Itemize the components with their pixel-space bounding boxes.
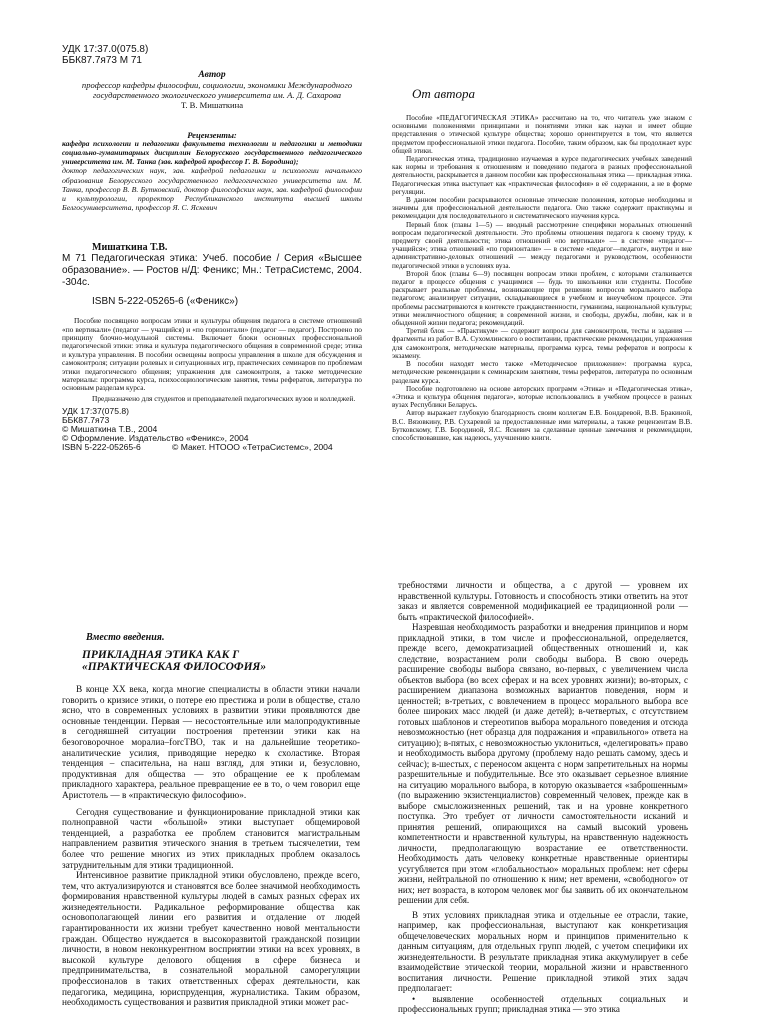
copyright-page [62,44,362,509]
udc-code-2: УДК 17:37(075.8) [62,406,130,417]
continuation-paragraph: • выявление особенностей отдельных социальных и профессиональных групп; прикладная этика — это этика [398,993,688,1014]
intro-title-line-2: «ПРАКТИЧЕСКАЯ ФИЛОСОФИЯ» [82,661,267,673]
preface-heading: От автора [412,86,476,101]
preface-paragraph: Педагогическая этика, традиционно изучаемая в курсе педагогических учебных заведений как нормы и требования к отношениям и поведению педагога в разных профессиональной деятельности, раскрывается в данном пособии как профессиональная этика — прикладная этика. Педагогическая этика выступает как «практическая философия» в её содержании, а не в форме регуляции. [392,155,692,196]
reviewers-text-2: доктор педагогических наук, зав. кафедрой педагогики и психологии начального образования Белорусского государственного педагогического университета им. М. Танка, профессор В. В. Бутковский, доктор философских наук, зав. кафедрой философии и культурологии, проректор Республиканского института высшей школы Белгосуниверситета, профессор Я. С. Яскевич [62,166,362,213]
preface-paragraph: Первый блок (главы 1—5) — вводный рассмотрение специфики моральных отношений вопросам педагогической деятельности. Это проблемы отношения педагога к своему труду, к предмету своей деятельности; этика отношений «по вертикали» — в системе «педагог—учащийся»; этика отношений «по горизонтали» — в системе «педагог—педагог», внутри и вне административно-деловых отношений — между педагогами и руководством, особенности педагогической этики в условиях вуза. [392,220,692,270]
preface-paragraph: Пособие подготовлено на основе авторских программ «Этика» и «Педагогическая этика», «Этика и культура общения педагога», которые использовались в учебном процессе в разных вузах Республики Беларусь. [392,384,692,410]
author-name: Т. В. Мишаткина [180,100,244,110]
preface-paragraph: Пособие «ПЕДАГОГИЧЕСКАЯ ЭТИКА» рассчитано на то, что читатель уже знаком с основными положениями принципами и понятиями этики как науки и имеет общие представления о этической культуре общества; хорошо ориентируется в том, что является предметом профессиональной этики педагога. Пособие, таким образом, как бы продолжает курс общей этики. [392,114,692,155]
imprint-block [62,407,362,452]
reviewers-text-1: кафедра психологии и педагогики факультета технологии и педагогики и методики социально-гуманитарных дисциплин Белорусского государственного педагогического университета им. М. Танка (зав. кафедрой профессор Г. В. Бородина); [62,139,362,166]
preface-paragraph: В данном пособии раскрываются основные этические положения, которые необходимы и значимы для профессиональной деятельности педагога. Оно также содержит практикумы и рекомендации для последовательного и систематического изучения курса. [392,196,692,221]
preface-paragraph: Третий блок — «Практикум» — содержит вопросы для самоконтроля, тесты и задания — фрагменты из работ В.А. Сухомлинского о воспитании, практические рекомендации, упражнения для самоконтроля, методические материалы, программа курса, темы рефератов и вопросы к экзамену. [392,327,692,360]
reviewers-heading: Рецензенты: [187,130,237,140]
intro-paragraph: Интенсивное развитие прикладной этики обусловлено, прежде всего, тем, что актуализируются и становятся все более значимой необходимость формирования нравственной культуры людей в самых разных сферах их жизнедеятельности. Радикальное реформирование общества как основополагающей линии его развития и отдаление от людей гарантированности их жизни требует качественно новой ментальности граждан. Общество нуждается в высокоразвитой гражданской позиции личности, в новом неконкурентном восприятии этики на всех уровнях, в высокой культуре делового общения в сфере бизнеса и предпринимательства, в сознательной моральной саморегуляции профессионалов в таких ответственных сферах деятельности, как педагогика, медицина, юриспруденция, журналистика. Таким образом, необходимость существования и развития прикладной этики может рас- [62,871,360,1009]
annotation-text: Пособие посвящено вопросам этики и культуры общения педагога в системе отношений «по вертикали» (педагог — учащийся) и «по горизонтали» (педагог — педагог). Построено по принципу блочно-модульной системы. Включает блоки основных профессиональной педагогической этики: этика и культура педагогического общения в современной среде; этика и культура управления. В пособии освещены вопросы управления в школе для обсуждения и самоконтроля; ситуации ролевых и ситуационных игр, практических семинаров по проблемам этики педагогического общения; упражнения для самоконтроля, а также методические материалы: программа курса, психосоциологические занятия, темы рефератов, литература по основным разделам курса. [62,316,362,393]
intro-paragraph: Сегодня существование и функционирование прикладной этики как полноправной части «большой» этики выступает общемировой тенденцией, а разработка ее проблем становится магистральным направлением развития этического знания в третьем тысячелетии, тем более что решение многих из этих прикладных проблем оказалось затруднительным для этики традиционной. [62,807,360,871]
copyright-design: © Оформление. Издательство «Феникс», 2004 [62,433,249,444]
continuation-paragraph: Назревшая необходимость разработки и внедрения принципов и норм прикладной этики, в том числе и профессиональной, определяется, прежде всего, демократизацией общественных отношений и, как следствие, возрастанием роли свободы выбора. В свою очередь расширение свободы выбора связано, во-первых, с увеличением числа объектов выбора (во всех сферах и на всех уровнях жизни); во-вторых, с расширением диапазона возможных вариантов поведения, норм и ценностей; в-третьих, с вовлечением в процесс морального выбора все более широких масс людей (и даже детей); в-четвертых, с отсутствием готовых шаблонов и стереотипов выбора морального поведения и отсюда невозможностью (нет образца для подражания и «правильного» ответа на ситуацию); в-пятых, с невозможностью уклониться, «делегировать» право и необходимость выбора другому (проблему надо решать самому, здесь и сейчас); в-шестых, с переносом акцента с норм запретительных на нормы разрешительные и побудительные. Все это оказывает серьезное влияние на ситуацию морального выбора, в которую оказывается «заброшенным» (по выражению экзистенциалистов) современный человек, прежде как в выборе смысложизненных решений, так и на уровне конкретного поступка. Это требует от личности самостоятельности исканий и принятия решений, опирающихся на самый высокий уровень компетентности и нравственной культуры, на нравственную надежность личности, предполагающую возрастание ее ответственности. Необходимость дать человеку конкретные нравственные ориентиры усугубляется при этом «глобальностью» моральных проблем: нет сферы жизни, нейтральной по отношению к ним; нет времени, «свободного» от них; нет возраста, в котором человек мог бы заявить об их окончательном решении для себя. [398,622,688,905]
intro-paragraph: В конце XX века, когда многие специалисты в области этики начали говорить о кризисе этики, о потере ею престижа и роли в обществе, стало ясно, что в современных условиях в развитии этики проявляются две основные тенденции. Первая — несостоятельные или малопродуктивные в сегодняшней ситуации построения претензии этики как на безоговорочное моралиа–forсТВО, так и на дальнейшие теоретико-аналитические усилия, приводящие нередко к схоластике. Вторая тенденция – спасительна, на наш взгляд, для этики и, безусловно, продуктивная для общества — это обращение ее к проблемам прикладного характера, реальное превращение ее в то, о чем говорил еще Аристотель — в «практическую философию». [62,685,360,801]
isbn-line: ISBN 5-222-05265-6 [62,442,141,453]
preface-paragraph: В пособии находят место также «Методическое приложение»: программа курса, методические рекомендации к семинарским занятиям, темы рефератов, литература по основным разделам курса. [392,360,692,385]
continuation-paragraph: В этих условиях прикладная этика и отдельные ее отрасли, такие, например, как профессиональная, выступают как конкретизация общечеловеческих моральных норм и принципов применительно к данным ситуациям, для отдельных групп людей, с учетом специфики их жизнедеятельности. В результате прикладная этика аккумулирует в себе взаимодействие этической теории, моральной жизни и нравственного воспитания личности. Решение прикладной этикой этих задач предполагает: [398,909,688,993]
preface-page [392,86,692,496]
book-reference: М 71 Педагогическая этика: Учеб. пособие / Серия «Высшее образование». — Ростов н/Д: Феникс; Мн.: ТетраСистемс, 2004. -304с. [62,253,362,288]
introduction-page [62,632,360,1024]
intro-label: Вместо введения. [86,632,165,643]
bbk-code: ББК87.7я73 М 71 [62,55,142,66]
purpose-text: Предназначено для студентов и преподавателей педагогических вузов и колледжей. [92,393,356,403]
continuation-page [398,580,688,1024]
intro-body [62,685,360,1009]
copyright-author: © Мишаткина Т.В., 2004 [62,424,158,435]
preface-paragraph: Автор выражает глубокую благодарность своим коллегам Е.В. Бондаревой, В.В. Бракиной, В.С. Вязовкину, Р.В. Сухаревой за предоставленные ими материалы, а также рецензентам В.В. Бутковскому, Г.В. Бородиной, Я.С. Яскевич за сделанные ценные замечания и рекомендации, способствовавшие, как надеюсь, улучшению книги. [392,409,692,442]
isbn-row [62,443,362,452]
preface-paragraph: Второй блок (главы 6—9) посвящен вопросам этики проблем, с которыми сталкивается педагог в процессе общения с учащимися — будь то школьники или студенты. Пособие раскрывает реальные проблемы, возникающие при решении вопросов морального выбора педагогом; анализирует ситуации, складывающиеся в учебном и внеучебном процессе. Эти проблемы рассматриваются в контексте гражданственности, гуманизма, национальной культуры; этики межличностного общения; в современной жизни, и свободы, дружбы, любви, как и в обыденной жизни педагога; рекомендаций. [392,269,692,328]
intro-title-line-1: ПРИКЛАДНАЯ ЭТИКА КАК Г [82,649,240,661]
continuation-body [398,580,688,1015]
copyright-layout: © Макет. НТООО «ТетраСистемс», 2004 [172,442,333,453]
author-heading: Автор [198,70,226,80]
bbk-code-2: ББК87.7я73 [62,415,110,426]
isbn-phoenix: ISBN 5-222-05265-6 («Феникс») [92,296,239,308]
author-description: профессор кафедры философии, социологии, экономики Международного государственного экологического университета им. А. Д. Сахарова [81,80,353,100]
preface-body [392,114,692,442]
continuation-paragraph: требностями личности и общества, а с другой — уровнем их нравственной культуры. Готовность и способность этики ответить на этот заказ и является современной модификацией ее традиционной роли — быть «практической философией». [398,580,688,622]
udc-code: УДК 17:37.0(075.8) [62,44,149,55]
book-author: Мишаткина Т.В. [92,242,168,254]
